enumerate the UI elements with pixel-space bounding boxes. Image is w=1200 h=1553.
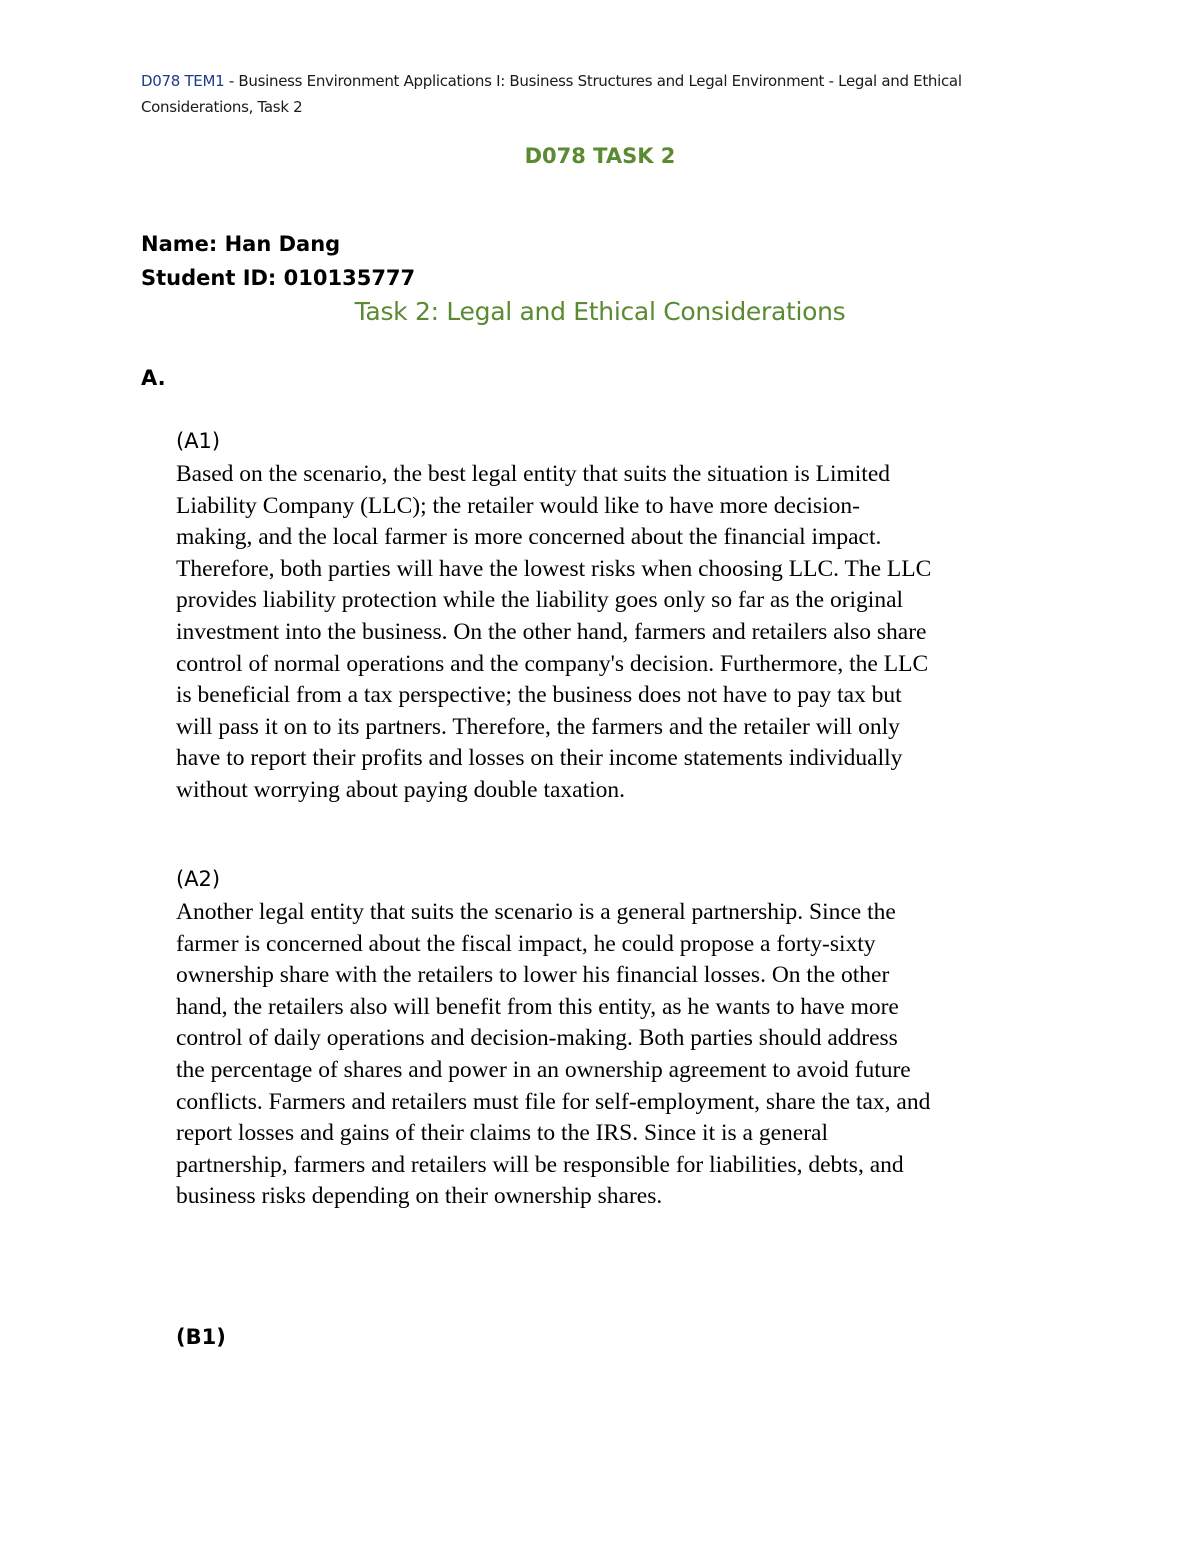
- student-name: Name: Han Dang: [141, 232, 341, 256]
- paragraph-line: Liability Company (LLC); the retailer would like to have more decision-: [176, 492, 860, 519]
- student-id: Student ID: 010135777: [141, 266, 416, 290]
- course-code: D078 TEM1: [141, 72, 225, 90]
- running-header-line-1: [141, 72, 1061, 90]
- running-header-line-2: Considerations, Task 2: [141, 98, 303, 116]
- header-course-title: - Business Environment Applications I: Business Structures and Legal Environment - Legal and Ethical: [224, 72, 962, 90]
- section-label-a2: (A2): [176, 867, 221, 891]
- paragraph-line: Based on the scenario, the best legal entity that suits the situation is Limited: [176, 461, 890, 487]
- paragraph-line: conflicts. Farmers and retailers must file for self-employment, share the tax, and: [176, 1088, 931, 1115]
- paragraph-line: ownership share with the retailers to lower his financial losses. On the other: [176, 962, 890, 989]
- paragraph-line: farmer is concerned about the fiscal impact, he could propose a forty-sixty: [176, 930, 876, 957]
- paragraph-line: investment into the business. On the other hand, farmers and retailers also share: [176, 618, 927, 645]
- paragraph-line: control of normal operations and the company's decision. Furthermore, the LLC: [176, 650, 929, 677]
- section-a1-paragraph: [176, 459, 1076, 807]
- section-letter-a: A.: [141, 366, 166, 390]
- section-a2-paragraph: [176, 897, 1076, 1213]
- section-label-b1: (B1): [176, 1325, 226, 1349]
- paragraph-line: hand, the retailers also will benefit from this entity, as he wants to have more: [176, 993, 899, 1020]
- paragraph-line: have to report their profits and losses on their income statements individually: [176, 745, 903, 772]
- paragraph-line: provides liability protection while the liability goes only so far as the original: [176, 587, 904, 614]
- task-heading: Task 2: Legal and Ethical Considerations: [354, 297, 846, 326]
- paragraph-line: will pass it on to its partners. Therefore, the farmers and the retailer will only: [176, 713, 900, 740]
- paragraph-line: without worrying about paying double taxation.: [176, 776, 626, 803]
- paragraph-line: Another legal entity that suits the scenario is a general partnership. Since the: [176, 899, 896, 925]
- section-label-a1: (A1): [176, 429, 221, 453]
- paragraph-line: is beneficial from a tax perspective; the business does not have to pay tax but: [176, 682, 902, 709]
- paragraph-line: Therefore, both parties will have the lowest risks when choosing LLC. The LLC: [176, 555, 932, 582]
- paragraph-line: the percentage of shares and power in an ownership agreement to avoid future: [176, 1056, 911, 1083]
- paragraph-line: business risks depending on their ownership shares.: [176, 1183, 663, 1210]
- paragraph-line: making, and the local farmer is more concerned about the financial impact.: [176, 524, 882, 551]
- paragraph-line: control of daily operations and decision-making. Both parties should address: [176, 1025, 898, 1052]
- paragraph-line: report losses and gains of their claims to the IRS. Since it is a general: [176, 1120, 828, 1147]
- document-title: D078 TASK 2: [524, 144, 676, 168]
- paragraph-line: partnership, farmers and retailers will be responsible for liabilities, debts, and: [176, 1151, 904, 1178]
